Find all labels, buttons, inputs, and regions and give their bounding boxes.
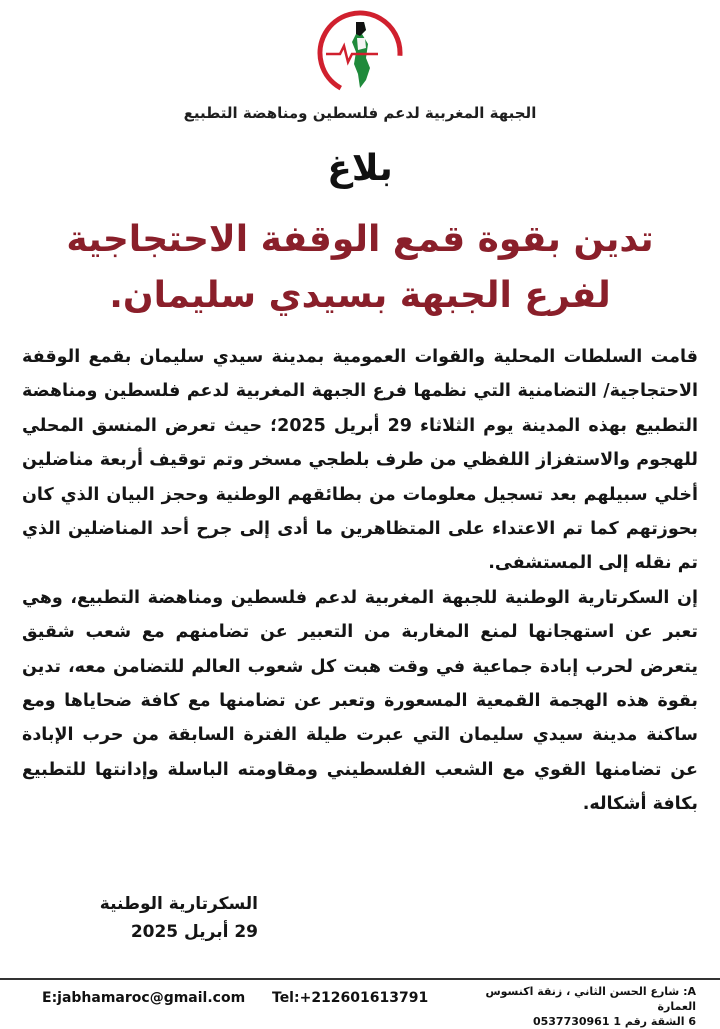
paragraph-1: قامت السلطات المحلية والقوات العمومية بمدينة سيدي سليمان بقمع الوقفة الاحتجاجية/ التضامنية التي نظمها فرع الجبهة المغربية لدعم فلسطين ومناهضة التطبيع بهذه المدينة يوم الثلاثاء 29 أبريل 2025؛ حيث تعرض المنسق المحلي للهجوم والاستفزاز اللفظي من طرف بلطجي مسخر وتم توقيف أربعة مناضلين أخلي سبيلهم بعد تسجيل معلومات من بطائقهم الوطنية وحجز البيان الذي كان بحوزتهم كما تم الاعتداء على المتظاهرين ما أدى إلى جرح أحد المناضلين الذي تم نقله إلى المستشفى. xyxy=(22,347,698,574)
signature-block xyxy=(98,890,258,946)
signature-date: 29 أبريل 2025 xyxy=(130,922,258,942)
footer xyxy=(0,984,720,1028)
organization-name: الجبهة المغربية لدعم فلسطين ومناهضة التطبيع xyxy=(183,104,537,122)
document-type: بلاغ xyxy=(327,148,393,189)
paragraph-2: إن السكرتارية الوطنية للجبهة المغربية لدعم فلسطين ومناهضة التطبيع، وهي تعبر عن استهجانها لمنع المغاربة من التعبير عن تضامنهم مع شعب شقيق يتعرض لحرب إبادة جماعية في وقت هبت كل شعوب العالم للتضامن معه، تدين بقوة هذه الهجمة القمعية المسعورة وتعبر عن تضامنها مع كافة ضحاياها ومع ساكنة مدينة سيدي سليمان التي عبرت طيلة الفترة السابقة من حرب الإبادة عن تضامنها القوي مع الشعب الفلسطيني ومقاومته الباسلة وإدانتها للتطبيع بكافة أشكاله. xyxy=(22,587,698,815)
organization-logo xyxy=(312,8,408,98)
footer-phone[interactable]: Tel:+212601613791 xyxy=(272,990,429,1006)
signatory: السكرتارية الوطنية xyxy=(99,894,258,914)
statement-body xyxy=(22,340,698,822)
address-line-2: 6 الشقة رقم 1 0537730961 xyxy=(532,1015,696,1028)
address-line-1: A: شارع الحسن الثاني ، زنقة اكنسوس العمارة xyxy=(485,985,696,1013)
footer-email[interactable]: E:jabhamaroc@gmail.com xyxy=(42,990,246,1006)
footer-address xyxy=(456,984,696,1029)
headline: تدين بقوة قمع الوقفة الاحتجاجية لفرع الجبهة بسيدي سليمان. xyxy=(66,219,654,316)
footer-divider xyxy=(0,978,720,980)
